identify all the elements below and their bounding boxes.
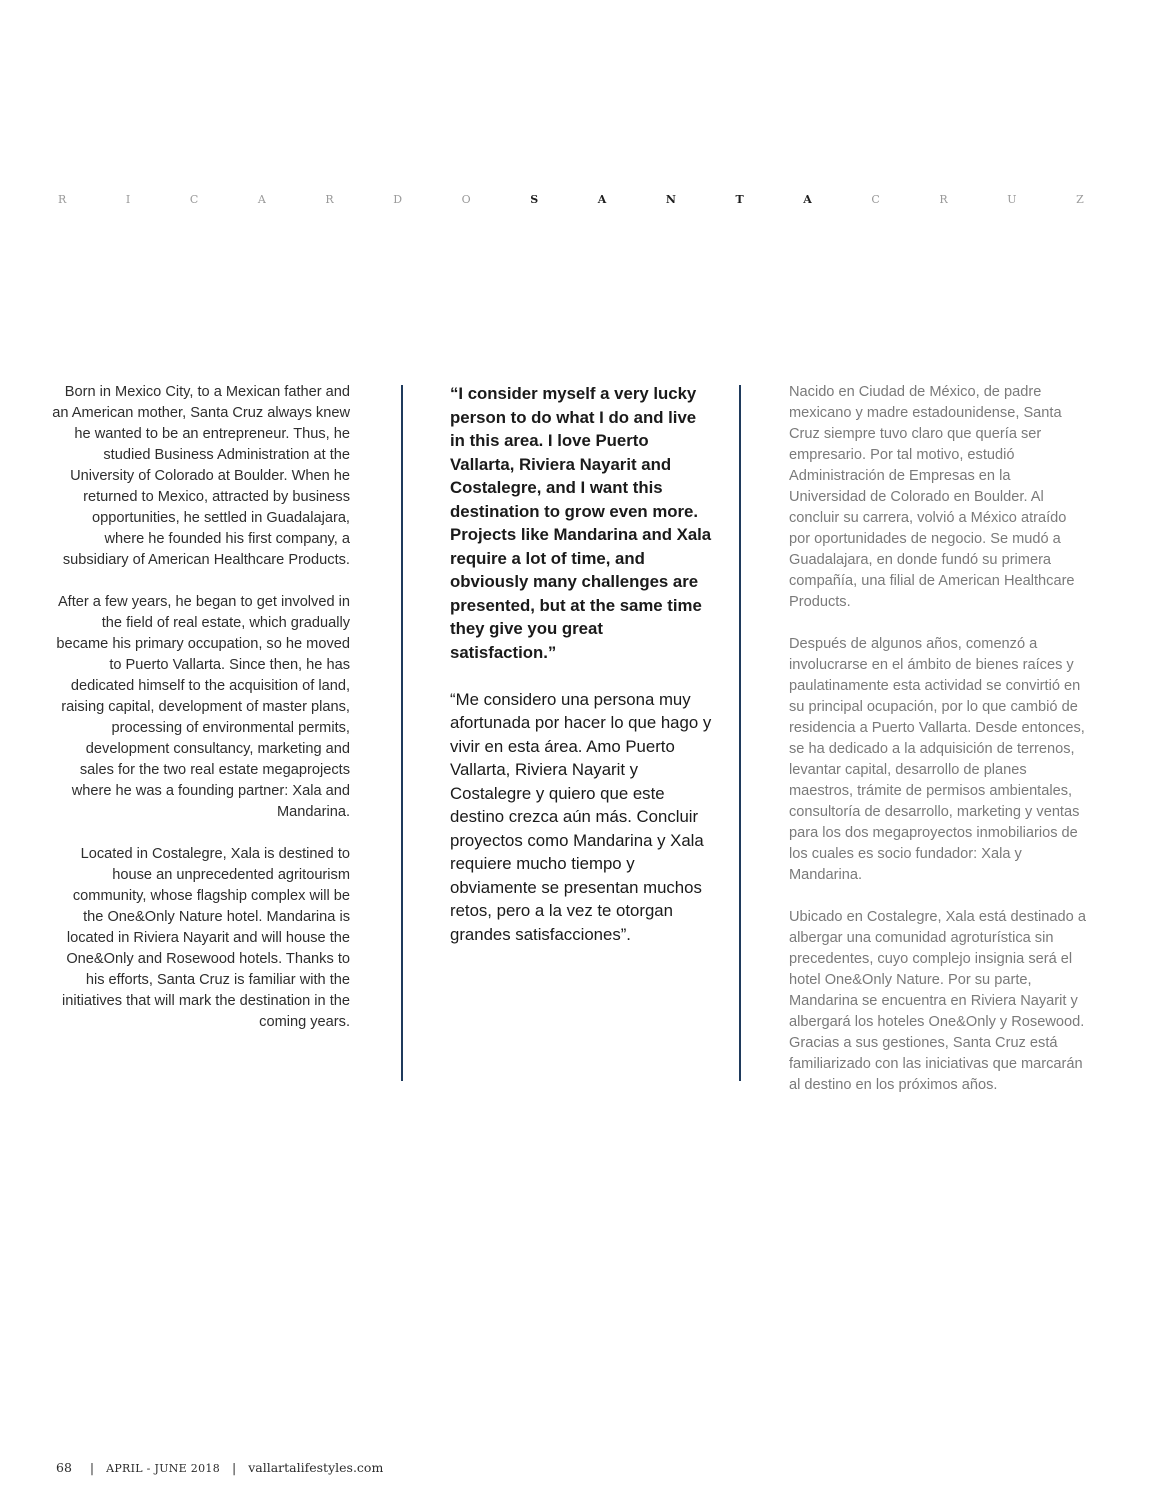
pull-quote-spanish: “Me considero una persona muy afortunada por hacer lo que hago y vivir en esta área. Amo Puerto Vallarta, Riviera Nayarit y Costalegre y quiero que este destino crezca aún más. Concluir proyectos como Mandarina y Xala requiere mucho tiempo y obviamente se presentan muchos retos, pero a la vez te otorgan grandes satisfacciones”. [450, 689, 712, 944]
name-letter: S [530, 193, 539, 206]
name-letter: C [189, 193, 199, 206]
divider-left [401, 385, 403, 1081]
name-letter: D [393, 193, 403, 206]
name-letter: I [125, 193, 131, 206]
issue-date: APRIL - JUNE 2018 [106, 1462, 221, 1475]
name-banner [58, 193, 1084, 206]
english-paragraph-2: After a few years, he began to get involved in the field of real estate, which gradually became his primary occupation, so he moved to Puerto Vallarta. Since then, he has dedicated himself to the acquisition of land, raising capital, development of master plans, processing of environmental permits, development consultancy, marketing and sales for the two real estate megaprojects where he was a founding partner: Xala and Mandarina. [56, 594, 350, 820]
spanish-paragraph-2: Después de algunos años, comenzó a involucrarse en el ámbito de bienes raíces y paulatinamente esta actividad se convirtió en su principal ocupación, por lo que cambió de residencia a Puerto Vallarta. Desde entonces, se ha dedicado a la adquisición de terrenos, levantar capital, desarrollo de planes maestros, trámite de permisos ambientales, consultoría de desarrollo, marketing y ventas para los dos megaproyectos inmobiliarios de los cuales es socio fundador: Xala y Mandarina. [789, 636, 1085, 883]
divider-right [739, 385, 741, 1081]
name-letter: R [58, 193, 67, 206]
page-number: 68 [56, 1460, 72, 1475]
name-letter: Z [1076, 193, 1084, 206]
name-letter: A [597, 193, 607, 206]
name-letter: R [939, 193, 948, 206]
name-letter: U [1007, 193, 1017, 206]
name-letter: O [461, 193, 471, 206]
footer-separator: | [232, 1460, 237, 1475]
quote-column [450, 382, 712, 946]
name-letter: A [803, 193, 812, 206]
spanish-paragraph-1: Nacido en Ciudad de México, de padre mexicano y madre estadounidense, Santa Cruz siempre tuvo claro que quería ser empresario. Por tal motivo, estudió Administración de Empresas en la Universidad de Colorado en Boulder. Al concluir su carrera, volvió a México atraído por oportunidades de negocio. Se mudó a Guadalajara, en donde fundó su primera compañía, una filial de American Healthcare Products. [789, 384, 1075, 610]
page-footer [56, 1460, 383, 1475]
english-paragraph-1: Born in Mexico City, to a Mexican father and an American mother, Santa Cruz always knew he wanted to be an entrepreneur. Thus, he studied Business Administration at the University of Colorado at Boulder. When he returned to Mexico, attracted by business opportunities, he settled in Guadalajara, where he founded his first company, a subsidiary of American Healthcare Products. [52, 384, 350, 568]
english-column [50, 382, 350, 1033]
name-letter: T [735, 193, 744, 206]
english-paragraph-3: Located in Costalegre, Xala is destined to house an unprecedented agritourism community, whose flagship complex will be the One&Only Nature hotel. Mandarina is located in Riviera Nayarit and will house the One&Only and Rosewood hotels. Thanks to his efforts, Santa Cruz is familiar with the initiatives that will mark the destination in the coming years. [62, 846, 350, 1030]
name-letter: A [257, 193, 266, 206]
name-letter: N [665, 193, 676, 206]
website-link[interactable]: vallartalifestyles.com [248, 1460, 384, 1475]
pull-quote-english: “I consider myself a very lucky person to do what I do and live in this area. I love Puerto Vallarta, Riviera Nayarit and Costalegre, and I want this destination to grow even more. Projects like Mandarina and Xala require a lot of time, and obviously many challenges are presented, but at the same time they give you great satisfaction.” [450, 384, 712, 662]
spanish-paragraph-3: Ubicado en Costalegre, Xala está destinado a albergar una comunidad agroturística sin precedentes, cuyo complejo insignia será el hotel One&Only Nature. Por su parte, Mandarina se encuentra en Riviera Nayarit y albergará los hoteles One&Only y Rosewood. Gracias a sus gestiones, Santa Cruz está familiarizado con las iniciativas que marcarán al destino en los próximos años. [789, 909, 1086, 1093]
name-letter: C [871, 193, 880, 206]
spanish-column [789, 382, 1089, 1096]
footer-separator: | [89, 1460, 95, 1475]
name-letter: R [325, 193, 334, 206]
